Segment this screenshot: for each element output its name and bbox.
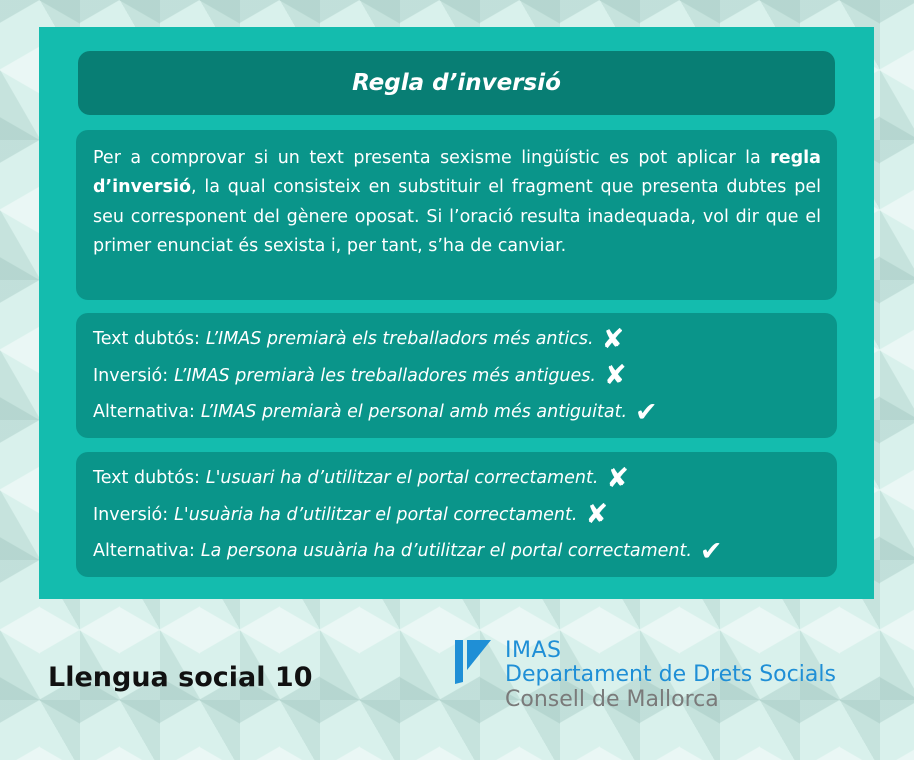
example-line: [93, 358, 821, 395]
example-text: L'usuària ha d’utilitzar el portal correctament.: [174, 504, 578, 525]
intro-text-end: , la qual consisteix en substituir el fragment que presenta dubtes pel seu corresponent del gènere oposat. Si l’oració resulta inadequada, vol dir que el primer enunciat és sexista i, per tant, s’ha de canviar.: [93, 177, 821, 256]
example-label: Alternativa:: [93, 402, 195, 423]
course-title: Llengua social 10: [48, 662, 313, 693]
imas-logo-icon: [455, 640, 495, 684]
check-mark-icon: ✔: [699, 535, 723, 567]
logo-department: Departament de Drets Socials: [505, 662, 836, 687]
example-text: La persona usuària ha d’utilitzar el portal correctament.: [200, 541, 692, 562]
logo-council: Consell de Mallorca: [505, 687, 719, 712]
example-line: [93, 460, 821, 497]
intro-text-bold: regla d’inversió: [93, 148, 821, 198]
example-label: Alternativa:: [93, 541, 195, 562]
page-title: Regla d’inversió: [352, 70, 561, 96]
cross-mark-icon: ✘: [585, 499, 609, 531]
check-mark-icon: ✔: [635, 396, 658, 428]
cross-mark-icon: ✘: [601, 323, 625, 355]
example-label: Text dubtós:: [93, 329, 200, 350]
info-card: [39, 27, 874, 599]
intro-text-start: Per a comprovar si un text presenta sexisme lingüístic es pot aplicar la: [93, 148, 771, 168]
cross-mark-icon: ✘: [603, 360, 627, 392]
example-text: L’IMAS premiarà els treballadors més antics.: [205, 329, 594, 350]
intro-panel: [76, 130, 837, 300]
example-line: [93, 497, 821, 534]
example-line: [93, 321, 821, 358]
example-group-1: [76, 313, 837, 438]
example-text: L’IMAS premiarà el personal amb més antiguitat.: [200, 402, 628, 423]
imas-logo: [455, 638, 855, 718]
cross-mark-icon: ✘: [606, 462, 630, 494]
example-label: Inversió:: [93, 365, 169, 386]
example-line: [93, 533, 821, 570]
example-group-2: [76, 452, 837, 577]
example-text: L’IMAS premiarà les treballadores més antigues.: [174, 365, 596, 386]
example-line: [93, 394, 821, 431]
logo-org-name: IMAS: [505, 638, 562, 663]
example-label: Inversió:: [93, 504, 169, 525]
title-bar: [78, 51, 835, 115]
example-label: Text dubtós:: [93, 468, 200, 489]
example-text: L'usuari ha d’utilitzar el portal correctament.: [205, 468, 599, 489]
